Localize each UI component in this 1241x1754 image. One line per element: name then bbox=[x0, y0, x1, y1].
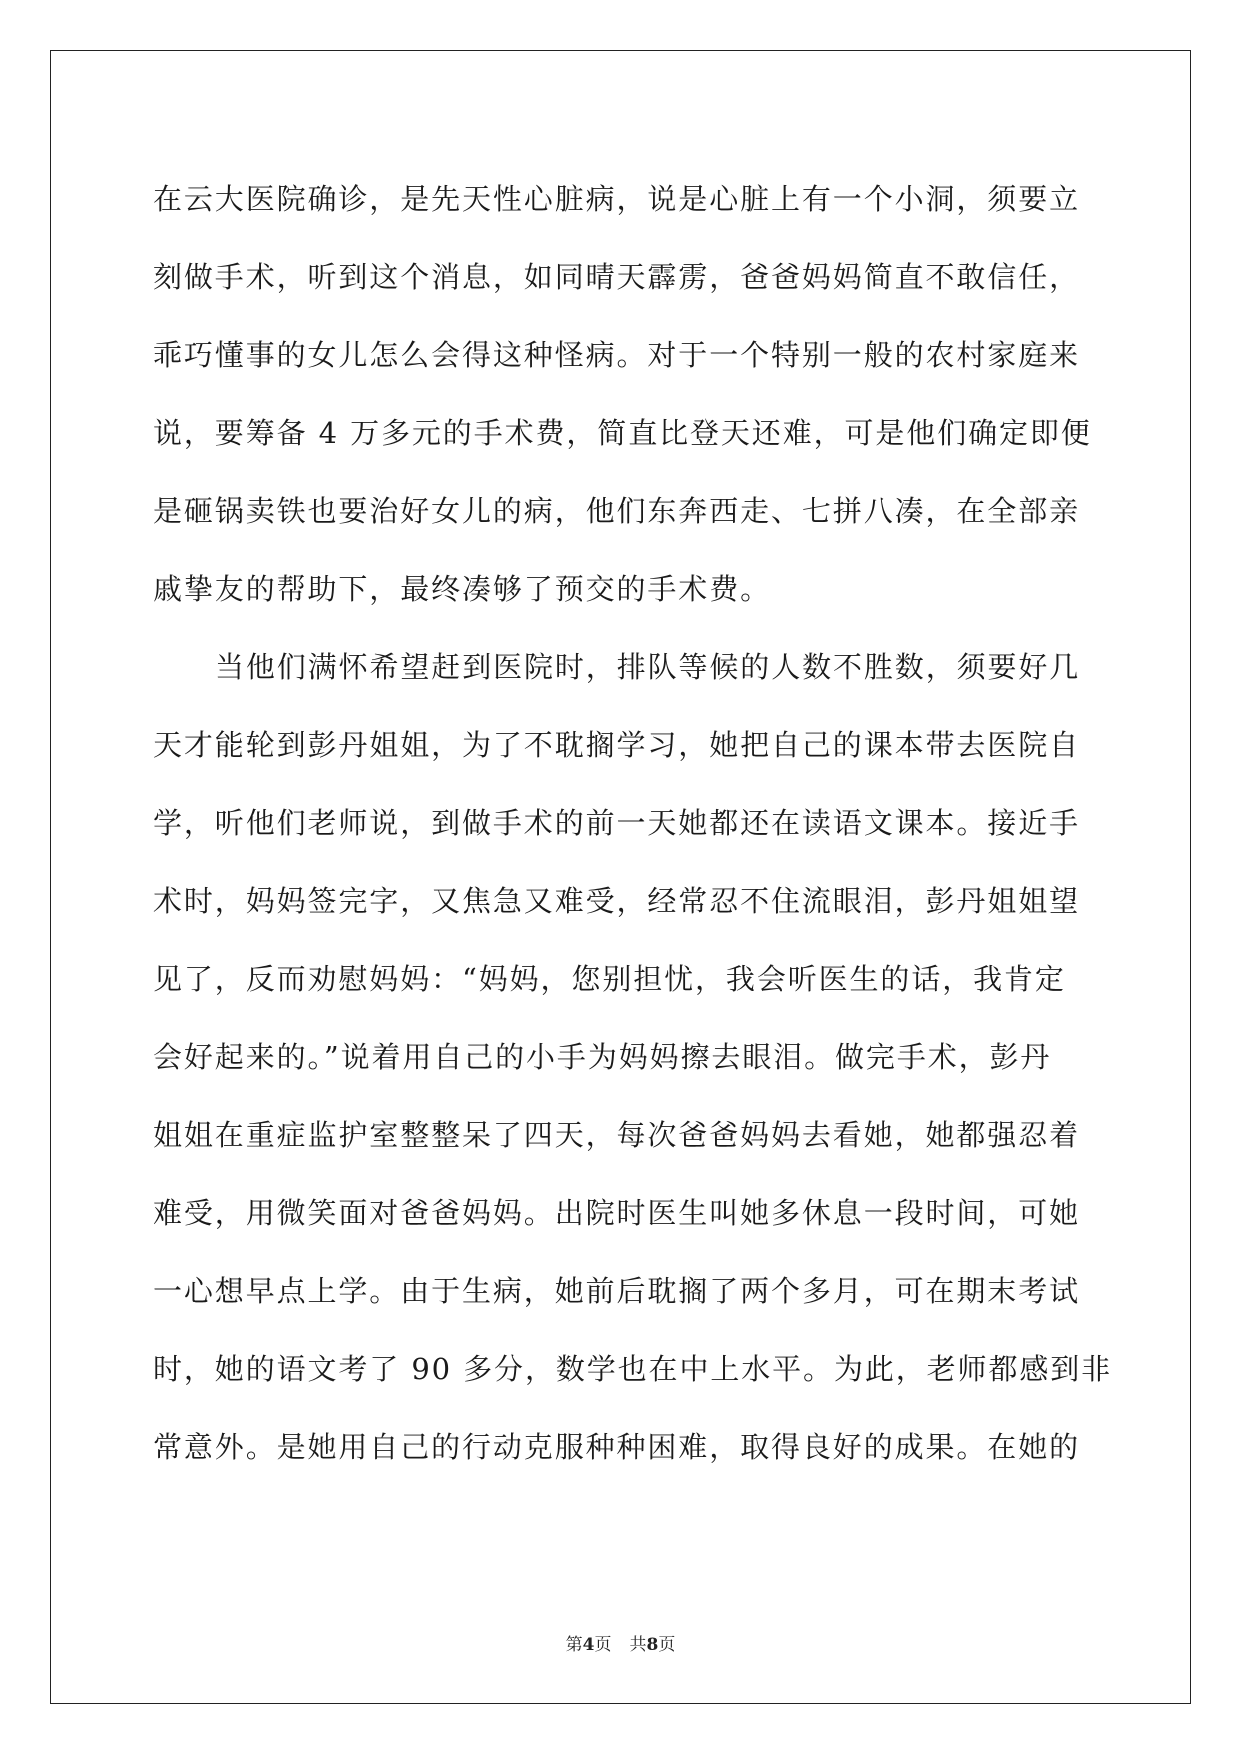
text-line: 常意外。是她用自己的行动克服种种困难，取得良好的成果。在她的 bbox=[153, 1430, 1081, 1464]
text-line: 时，她的语文考了 90 多分，数学也在中上水平。为此，老师都感到非 bbox=[153, 1352, 1113, 1386]
text-line: 是砸锅卖铁也要治好女儿的病，他们东奔西走、七拼八凑，在全部亲 bbox=[153, 494, 1081, 528]
text-line: 姐姐在重症监护室整整呆了四天，每次爸爸妈妈去看她，她都强忍着 bbox=[153, 1118, 1081, 1152]
document-body bbox=[153, 160, 1113, 1486]
text-line: 术时，妈妈签完字，又焦急又难受，经常忍不住流眼泪，彭丹姐姐望 bbox=[153, 884, 1081, 918]
footer-prefix: 第 bbox=[565, 1635, 583, 1655]
paragraph-first-line: 当他们满怀希望赶到医院时，排队等候的人数不胜数，须要好几 bbox=[215, 650, 1081, 684]
text-line: 学，听他们老师说，到做手术的前一天她都还在读语文课本。接近手 bbox=[153, 806, 1081, 840]
text-line: 刻做手术，听到这个消息，如同晴天霹雳，爸爸妈妈简直不敢信任， bbox=[153, 260, 1081, 294]
text-line: 一心想早点上学。由于生病，她前后耽搁了两个多月，可在期末考试 bbox=[153, 1274, 1081, 1308]
current-page-number: 4 bbox=[582, 1635, 595, 1655]
text-line: 在云大医院确诊，是先天性心脏病，说是心脏上有一个小洞，须要立 bbox=[153, 182, 1081, 216]
footer-total-suffix: 页 bbox=[658, 1635, 676, 1655]
text-line: 会好起来的。”说着用自己的小手为妈妈擦去眼泪。做完手术，彭丹 bbox=[153, 1040, 1052, 1074]
page-footer bbox=[0, 1630, 1241, 1655]
text-line: 见了，反而劝慰妈妈：“妈妈，您别担忧，我会听医生的话，我肯定 bbox=[153, 962, 1066, 996]
text-line: 天才能轮到彭丹姐姐，为了不耽搁学习，她把自己的课本带去医院自 bbox=[153, 728, 1081, 762]
text-line: 说，要筹备 4 万多元的手术费，简直比登天还难，可是他们确定即便 bbox=[153, 416, 1092, 450]
text-line: 难受，用微笑面对爸爸妈妈。出院时医生叫她多休息一段时间，可她 bbox=[153, 1196, 1081, 1230]
text-line: 戚挚友的帮助下，最终凑够了预交的手术费。 bbox=[153, 572, 772, 606]
text-line: 乖巧懂事的女儿怎么会得这种怪病。对于一个特别一般的农村家庭来 bbox=[153, 338, 1081, 372]
footer-page-word: 页 bbox=[594, 1635, 612, 1655]
footer-total-prefix: 共 bbox=[629, 1635, 647, 1655]
total-pages-number: 8 bbox=[646, 1635, 659, 1655]
